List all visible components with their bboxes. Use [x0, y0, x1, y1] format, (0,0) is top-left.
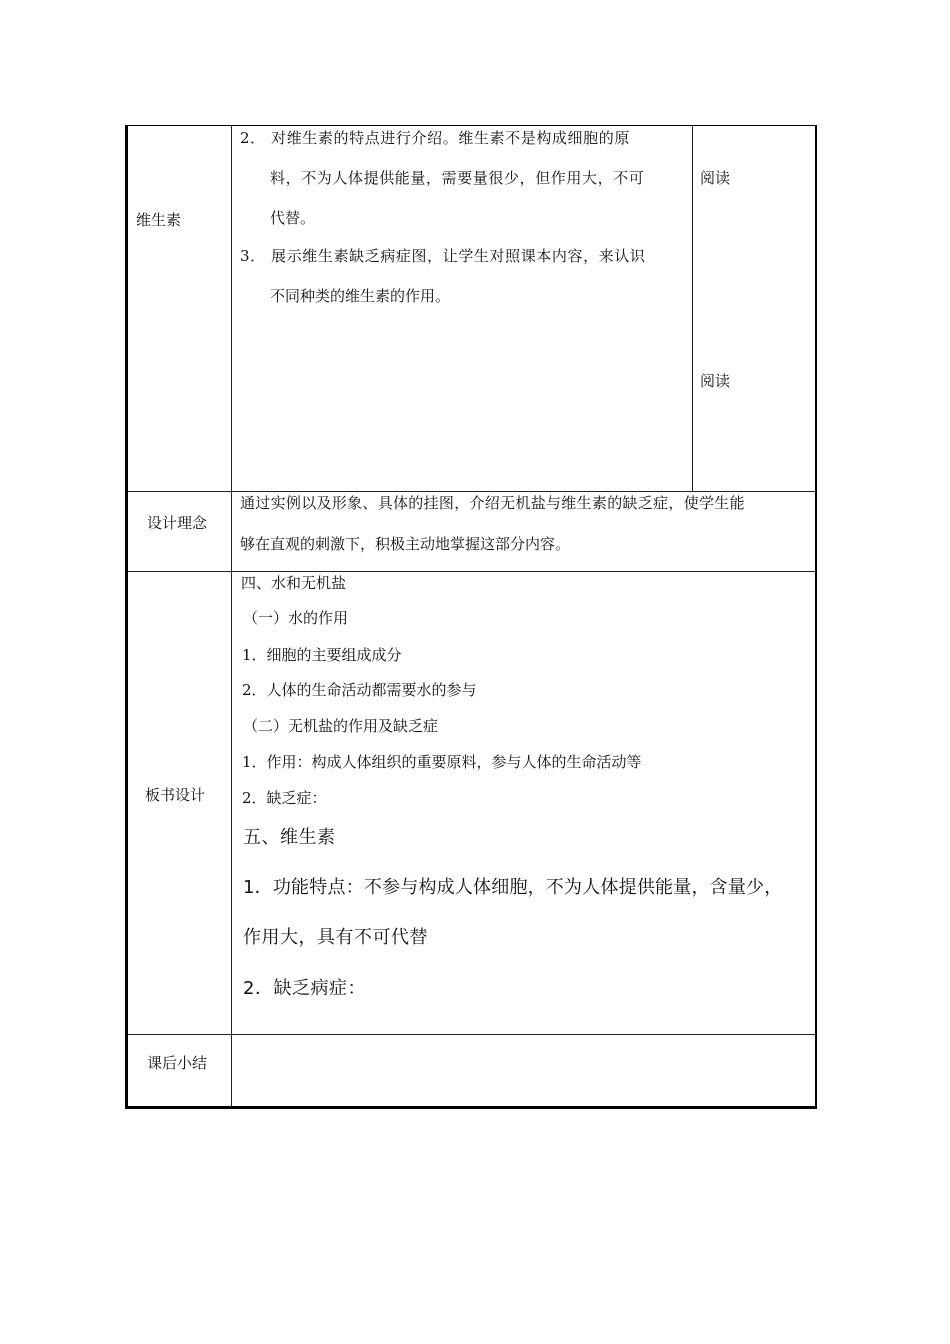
- handwritten-line-4: 2．缺乏病症：: [243, 978, 366, 999]
- vitamin-line-1: 2． 对维生素的特点进行介绍。维生素不是构成细胞的原: [240, 129, 630, 147]
- board-line-3: 1．细胞的主要组成成分: [242, 646, 402, 664]
- activity-read-2: 阅读: [700, 372, 731, 390]
- lesson-plan-table: [125, 125, 817, 1109]
- board-line-7: 2．缺乏症：: [242, 789, 327, 807]
- handwritten-line-1: 五、维生素: [243, 827, 336, 848]
- handwritten-line-2: 1．功能特点：不参与构成人体细胞，不为人体提供能量，含量少，: [243, 877, 783, 898]
- design-line-2: 够在直观的刺激下，积极主动地掌握这部分内容。: [240, 535, 571, 553]
- design-line-1: 通过实例以及形象、具体的挂图，介绍无机盐与维生素的缺乏症，使学生能: [240, 494, 745, 512]
- vitamin-line-3: 代替。: [270, 209, 316, 227]
- board-line-1: 四、水和无机盐: [241, 574, 347, 592]
- board-line-4: 2．人体的生命活动都需要水的参与: [242, 681, 477, 699]
- activity-read-1: 阅读: [700, 169, 731, 187]
- row-label-vitamin: 维生素: [136, 211, 182, 229]
- vitamin-line-2: 料，不为人体提供能量，需要量很少，但作用大，不可: [270, 169, 645, 187]
- board-line-6: 1．作用：构成人体组织的重要原料，参与人体的生命活动等: [242, 753, 642, 771]
- row-label-board-design: 板书设计: [145, 786, 206, 804]
- vitamin-line-5: 不同种类的维生素的作用。: [270, 287, 451, 305]
- column-divider: [231, 126, 232, 1107]
- handwritten-line-3: 作用大，具有不可代替: [243, 927, 428, 948]
- row-label-summary: 课后小结: [147, 1054, 208, 1072]
- column-divider: [692, 126, 693, 491]
- row-label-design-concept: 设计理念: [147, 514, 208, 532]
- board-line-5: （二）无机盐的作用及缺乏症: [243, 717, 439, 735]
- board-line-2: （一）水的作用: [243, 609, 349, 627]
- vitamin-line-4: 3． 展示维生素缺乏病症图，让学生对照课本内容，来认识: [240, 247, 646, 265]
